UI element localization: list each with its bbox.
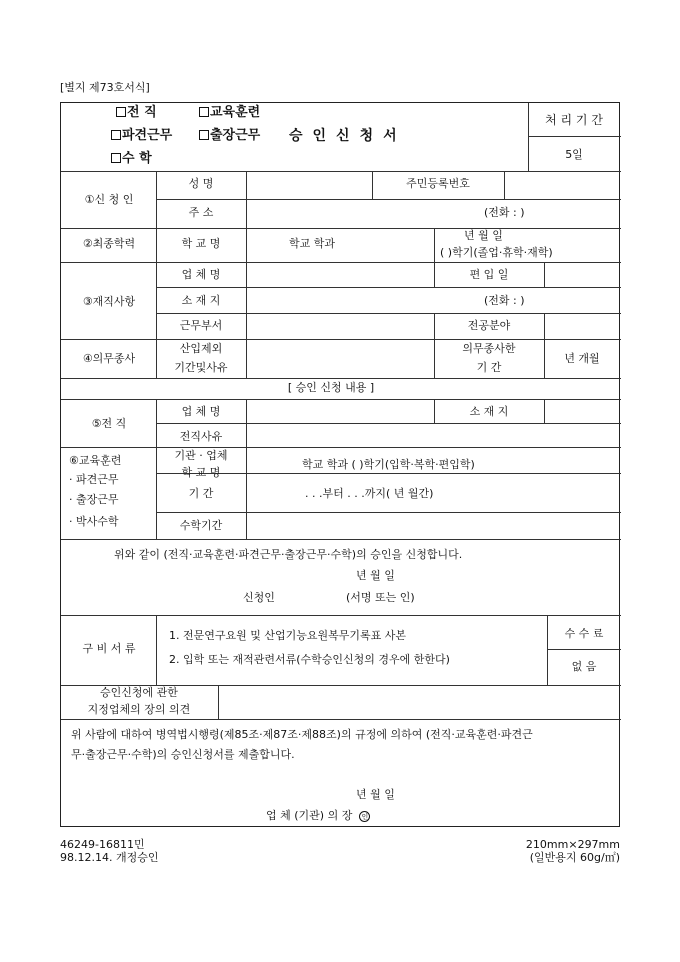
application-form <box>60 102 620 827</box>
applicant-signature[interactable]: (서명 또는 인) <box>346 591 415 604</box>
option-transfer[interactable]: 전 직 <box>116 106 157 121</box>
exclusion-field[interactable] <box>248 341 432 376</box>
opinion-label-line2: 지정업체의 장의 의견 <box>87 703 191 716</box>
seal-icon: 인 <box>359 811 370 822</box>
section-title: [ 승인 신청 내용 ] <box>287 381 375 394</box>
option-training[interactable]: 교육훈련 <box>199 106 260 121</box>
school-major-field[interactable]: 학교 학과 <box>289 237 336 250</box>
rrn-field[interactable] <box>506 173 619 197</box>
checkbox-icon[interactable] <box>111 130 121 140</box>
processing-period-value: 5일 <box>565 148 583 161</box>
transfer-company-field[interactable] <box>248 401 432 421</box>
applicant-label: 신청인 <box>243 591 275 604</box>
duty-header: ④의무종사 <box>82 352 136 365</box>
checkbox-icon[interactable] <box>199 130 209 140</box>
documents-label: 구 비 서 류 <box>82 642 136 655</box>
opinion-label-line1: 승인신청에 관한 <box>100 686 178 699</box>
major-field-label: 전공분야 <box>467 319 511 332</box>
employment-phone[interactable]: (전화 : ) <box>484 294 525 307</box>
enroll-date-field[interactable] <box>546 264 619 286</box>
document-item-1: 1. 전문연구요원 및 산업기능요원복무기록표 사본 <box>169 629 406 642</box>
transfer-location-field[interactable] <box>546 401 619 421</box>
training-header-line4: · 박사수학 <box>69 515 119 528</box>
submission-date[interactable]: 년 월 일 <box>356 788 395 801</box>
submission-signer[interactable]: 업 체 (기관) 의 장 인 <box>266 810 370 823</box>
fee-label: 수 수 료 <box>564 627 604 640</box>
school-label: 학 교 명 <box>181 237 221 250</box>
exclusion-label-line1: 산입제외 <box>179 342 223 355</box>
address-field[interactable] <box>248 201 478 226</box>
education-date[interactable]: 년 월 일 <box>464 229 503 242</box>
training-period-label: 기 간 <box>188 487 214 500</box>
exclusion-label-line2: 기간및사유 <box>174 361 228 374</box>
processing-period-label: 처 리 기 간 <box>545 113 603 127</box>
education-semester-status[interactable]: ( )학기(졸업·휴학·재학) <box>440 246 553 259</box>
company-label: 업 체 명 <box>181 268 221 281</box>
checkbox-icon[interactable] <box>111 153 121 163</box>
option-study[interactable]: 수 학 <box>111 152 152 167</box>
form-number: 46249-16811민 98.12.14. 개정승인 <box>60 838 159 864</box>
rrn-label: 주민등록번호 <box>406 177 470 190</box>
checkbox-icon[interactable] <box>116 107 126 117</box>
institution-label-line1: 기관 · 업체 <box>174 449 228 462</box>
transfer-reason-label: 전직사유 <box>179 430 223 443</box>
transfer-location-label: 소 재 지 <box>469 405 509 418</box>
applicant-header: ①신 청 인 <box>84 193 134 206</box>
employment-header: ③재직사항 <box>82 295 136 308</box>
transfer-header: ⑤전 직 <box>91 417 127 430</box>
address-label: 주 소 <box>188 206 214 219</box>
opinion-field[interactable] <box>220 687 619 717</box>
submission-text-line2: 무·출장근무·수학)의 승인신청서를 제출합니다. <box>71 748 295 761</box>
form-code: [별지 제73호서식] <box>60 81 150 94</box>
institution-field[interactable]: 학교 학과 ( )학기(입학·복학·편입학) <box>302 458 475 471</box>
checkbox-icon[interactable] <box>199 107 209 117</box>
applicant-phone[interactable]: (전화 : ) <box>484 206 525 219</box>
location-label: 소 재 지 <box>181 294 221 307</box>
paper-spec: 210mm×297mm (일반용지 60g/㎡) <box>525 838 620 864</box>
duty-period-label-line2: 기 간 <box>476 361 502 374</box>
declaration-date[interactable]: 년 월 일 <box>356 569 395 582</box>
department-label: 근무부서 <box>179 319 223 332</box>
enroll-date-label: 편 입 일 <box>469 268 509 281</box>
education-header: ②최종학력 <box>82 237 136 250</box>
training-header-line3: · 출장근무 <box>69 493 119 506</box>
company-field[interactable] <box>248 264 432 286</box>
training-header-line2: · 파견근무 <box>69 473 119 486</box>
study-period-field[interactable] <box>248 514 619 537</box>
name-field[interactable] <box>248 173 370 197</box>
fee-value: 없 음 <box>571 660 597 673</box>
training-header-line1: ⑥교육훈련 <box>69 454 122 467</box>
study-period-label: 수학기간 <box>179 519 223 532</box>
duty-period-label-line1: 의무종사한 <box>462 342 516 355</box>
option-dispatch[interactable]: 파견근무 <box>111 129 172 144</box>
form-title: 승인신청서 <box>289 128 407 144</box>
submission-text-line1: 위 사람에 대하여 병역법시행령(제85조·제87조·제88조)의 규정에 의하여 (전직·교육훈련·파견근 <box>71 728 533 741</box>
declaration-text: 위와 같이 (전직·교육훈련·파견근무·출장근무·수학)의 승인을 신청합니다. <box>114 548 463 561</box>
option-business-trip[interactable]: 출장근무 <box>199 129 260 144</box>
training-period-field[interactable]: . . .부터 . . .까지( 년 월간) <box>305 487 434 500</box>
document-item-2: 2. 입학 또는 재적관련서류(수학승인신청의 경우에 한한다) <box>169 653 450 666</box>
institution-label-line2: 학 교 명 <box>181 466 221 479</box>
name-label: 성 명 <box>188 177 214 190</box>
duty-period-value[interactable]: 년 개월 <box>564 352 600 365</box>
transfer-reason-field[interactable] <box>248 425 619 445</box>
major-field-input[interactable] <box>546 315 619 337</box>
transfer-company-label: 업 체 명 <box>181 405 221 418</box>
